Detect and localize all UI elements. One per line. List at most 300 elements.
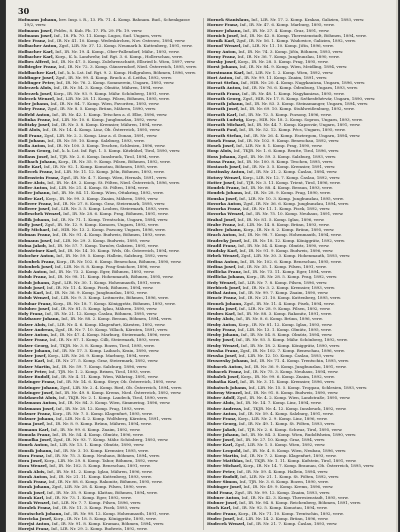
entry-name: Holler Johann, <box>18 190 51 196</box>
entry-details: Zgsf., IR. Nr. 12. 9. Komp. Komorn, Ungarn, 1892, verw. <box>44 221 159 227</box>
entry-details: Inf., IR. Nr. 73. 11. Komp. Eger, 1894, verw. <box>243 269 332 274</box>
entry-name: Hosp Alois, <box>207 148 233 154</box>
entry-details: Inf., IR. Nr. 27. 10. Komp. Graz, 1894, verw. <box>236 437 326 442</box>
entry-name: Homann Karl, <box>18 426 50 432</box>
entry-name: Hrdlicka Johann, <box>207 274 246 280</box>
entry-name: Hubner Josef, <box>207 500 238 505</box>
entry-details: Zgsf., HIR. Nr. 17. 8. Komp. Székesfehérvár, Ungarn, 1890, verw. <box>242 95 376 101</box>
entry-details: Inf., IR. Nr. 84. 3. Komp. Wien, Simmering, 1896, verw. <box>58 400 171 406</box>
entry-details: Inf., IR. Nr. 87. 1. Komp. Cilli, Steiermark, 1893, verw. <box>49 337 160 343</box>
entry-name: Hubinger Josef, <box>207 484 243 490</box>
entry-details: Inf., LIR. Nr. 11. 12. Komp. Jičín, Böhmen, 1893, verw. <box>54 169 165 175</box>
entry-name: Hollbach Johann, <box>18 158 57 164</box>
entry-details: Inf., IR. Nr. 11. 1. Komp. Pisek, 1892, verw. <box>242 206 331 211</box>
entry-details: Inf., IR. Nr. 36. 9. Komp. Jungbunzlau, 1892, verw. <box>45 290 148 295</box>
entry-details: Inf., HIR. Nr. 13. 2. Komp. Pozsony, Ungarn, 1896, verw. <box>51 227 166 232</box>
entry-details: Inf., LIR. Nr. 1. 2. Komp. Wien, 1892, verw. <box>246 69 334 75</box>
entry-name: Hollaus Georg, <box>18 148 52 154</box>
entry-name: Hora Franz, <box>18 452 45 458</box>
entry-name: Holey Franz, <box>18 106 47 112</box>
entry-details: Inf., IR. Nr. 91. 4. Komp. Budweis, Böhmen, 1893, verw. <box>52 232 166 238</box>
entry-details: Inf., IR. Nr. 88. 3. Komp. Rakonitz, 1891, verw. <box>237 311 332 316</box>
entry-details: Inf., LIR. Nr. 11. 10. Komp. Jičín, 1896, verw. <box>242 43 334 49</box>
entry-details: Inf., LIR. Nr. 9. 3. Komp. Leitmeritz, Böhmen, 1896, verw. <box>51 295 169 301</box>
entry-name: Hollerer Franz, <box>18 200 53 206</box>
entry-details: Inf., IR. Nr. 11. 4. Komp. Pisek, Böhmen, 1894, verw. <box>46 284 154 290</box>
entry-details: Inf., IR. Nr. 100. 8. Komp. Teschen, 1895, verw. <box>237 158 334 164</box>
entry-name: Holzer Alois, <box>18 321 47 327</box>
entry-details: Korp., IR. Nr. 18. 5. Komp. Königgrätz, 1895, verw. <box>53 515 157 521</box>
entry-name: Hubatka Karl, <box>207 379 239 385</box>
entry-details: Inf., IR. Nr. 4. 8. Komp. Wien, Neubau, 1896, verw. <box>243 447 347 453</box>
entry-name: Holubec Josef, <box>18 305 51 311</box>
entry-name: Hrbek Wenzel, <box>207 253 240 259</box>
entry-name: Hruby Alois, <box>207 316 235 322</box>
entry-details: Inf., LIR. Nr. 15. 5. Komp. Troppau, Schlesien, 1893, verw. <box>248 384 368 390</box>
entry-details: Inf., IR. Nr. 49. 9. Komp. Krems, 1896, verw. <box>243 484 334 490</box>
entry-details: Inf., IR. Nr. 75. 10. Komp. Neuhaus, 1891, verw. <box>246 211 344 217</box>
entry-details: Inf., IR. Nr. 3. 10. Komp. Kremsier, 1895, verw. <box>53 447 149 453</box>
entry-name: Huber Josef, <box>207 437 235 442</box>
entry-name: Holbiegler Franz, <box>18 64 58 70</box>
entry-details: Inf., TJR. Nr. 2. 6. Komp. Innsbruck, Tirol, 1894, verw. <box>50 153 160 159</box>
entry-name: Holbacher Karl, <box>18 53 54 59</box>
entry-name: Horvath Karl, <box>207 111 238 117</box>
entry-name: Horejsi Franz, <box>18 526 50 532</box>
entry-details: Inf., IR. Nr. 48. 1. Komp. Nagykanizsa, 1895, verw. <box>242 90 345 96</box>
entry-details: Zgsf., IR. Nr. 99. 12. Komp. Znaim, 1893, verw. <box>234 489 331 495</box>
entry-details: Inf., IR. Nr. 76. 6. Komp. Ödenburg, Ungarn, 1893, verw. <box>242 85 358 91</box>
entry-name: Horak Franz, <box>18 479 48 484</box>
entry-name: Huber Martin, <box>207 452 240 458</box>
entry-details: Zgsf., IR. Nr. 7. 10. Komp. Villach, Kärnten, 1891, verw. <box>55 326 169 332</box>
entry-name: Holzer Josef, <box>18 353 47 358</box>
entry-name: Huber Georg, <box>207 421 238 427</box>
entry-name: Horak Josef, <box>18 489 46 495</box>
entry-name: Huber Leopold, <box>207 447 242 453</box>
entry-details: Inf., IR. Nr. 8. 9. Komp. Brünn, Mähren, 1894, verw. <box>46 421 152 427</box>
entry-name: Holzer Anton, <box>18 332 50 337</box>
entry-name: Horvath Ludwig, <box>207 116 245 122</box>
entry-details: Korp., IR. Nr. 102. 6. Komp. Beneschau, Böhmen, 1890, verw. <box>56 258 182 264</box>
entry-name: Hotter Josef, <box>207 179 236 185</box>
entry-name: Hornik Karl, <box>207 38 236 43</box>
entry-name: Hollik Johann, <box>18 216 51 222</box>
entry-details: bev. Insp. i. R., 13. Fb. 71. 4. Komp. Bahnam. Bud., Schenkgasse 19/2, verw. <box>24 17 190 28</box>
entry-details: Inf., IR. Nr. 71. 1. Komp. Trentschin, Ungarn, 1894, verw. <box>51 216 169 222</box>
entry-details: Inf., IR. Nr. 36. 9. Komp. Jungbunzlau, 1891, verw. <box>244 363 347 369</box>
entry-name: Horsky Josef, <box>207 59 237 64</box>
entry-details: Inf., IR. Nr. 91. 8. Komp. Krumau, Böhmen, 1894, verw. <box>51 521 165 526</box>
entry-details: Inf., IR. Nr. 47. 4. Komp. Marburg, Steiermark, 1896, verw. <box>50 332 171 337</box>
entry-details: Korp., IR. Nr. 28. 5. Komp. Prag, 1895, verw. <box>238 59 329 64</box>
entry-details: Inf., IR. Nr. 84. 9. Komp. Wien, Meidling, 1894, verw. <box>239 64 348 70</box>
entry-details: Inf., IR. Nr. 44. 7. Komp. Kaposvár, Ungarn, 1891, verw. <box>247 122 361 127</box>
entry-name: Huber Peter, <box>207 468 236 474</box>
entry-details: Korp., IR. Nr. 28. 5. Komp. Prag, 1892, verw. <box>246 274 338 280</box>
entry-name: Holler Anton, <box>18 185 49 190</box>
entry-name: Hudec Franz, <box>207 510 237 516</box>
entry-details: Korp., K. k. Landwehr, Inf. Rgt. 3. 6. Komp., Hollerschau, verw. <box>55 53 183 59</box>
entry-details: Zgsf., LIR. Nr. 28. 4. Komp. Pilsen, 1890, verw. <box>51 484 147 490</box>
entry-details: Inf., IR. Nr. 102. 9. Komp. Beneschau, 1892, verw. <box>237 137 340 143</box>
entry-details: Inf., LIR. Nr. 10. 3. Komp. Jungbunzlau, 1895, verw. <box>239 195 344 201</box>
entry-details: Inf., LIR. Nr. 28. 11. Komp. Pilsen, Böhmen, 1895, verw. <box>56 95 170 101</box>
entry-details: Inf., k. k. Lst. Inf. Rgt. 1. 5. Komp. Kitzbühel, Tirol, 1890, verw. <box>52 148 181 154</box>
entry-details: Inf., IR. Nr. 49. 8. Komp. Krems, Nied. Österreich, 1892, verw. <box>55 389 182 395</box>
entry-name: Horst Johann, <box>207 64 239 70</box>
entry-name: Hrubes Karl, <box>207 311 236 316</box>
entry-name: Hronek Johann, <box>207 300 243 306</box>
entry-details: Zgsf., IR. Nr. 8. 5. Komp. Brünn, Mähren, 1890, verw. <box>47 106 157 112</box>
entry-name: Horvath Josef, <box>207 106 240 112</box>
entry-name: Holzner Johann, <box>18 416 55 421</box>
entry-details: Inf., IR. Nr. 74. 3. Komp. Jičín, Böhmen, 1893, verw. <box>238 48 344 54</box>
entry-details: Inf., IR. Nr. 42. 1. Komp. Tetschen a. d. Elbe, 1896, verw. <box>52 111 168 117</box>
entry-details: Inf., IR. Nr. 84. 11. Komp. Wien, Ottakring, 1892, verw. <box>52 190 164 196</box>
entry-name: Horcicka Josef, <box>18 515 53 521</box>
entry-name: Hribal Anton, <box>207 290 238 295</box>
entry-name: Hruska Franz, <box>207 347 239 353</box>
entry-name: Holoubek Josef, <box>18 263 54 269</box>
entry-name: Hovorka Franz, <box>207 206 242 211</box>
page-number: 30 <box>18 6 30 16</box>
entry-details: Inf., LIR. Nr. 8. 8. Komp. Prag-Smichow, 1896, verw. <box>54 263 161 269</box>
entry-details: Inf., 18. Fh. 70. 11. Komp. Lugos, Sud. Ungarn, verw. <box>53 32 163 38</box>
entry-name: Holzer Georg, <box>18 342 50 348</box>
entry-name: Huber Simon, <box>207 479 239 484</box>
entry-details: Inf., IR. Nr. 41. 10. Komp. Wedeskirchen, Nov. Ostrowo, 1894, verw. <box>47 38 186 43</box>
entry-name: Huber Jakob, <box>207 426 237 432</box>
entry-name: Hollerer Josef, <box>18 206 51 211</box>
entry-name: Holna Jakob, <box>18 242 48 248</box>
entry-name: Holzer Rudolf, <box>18 374 51 379</box>
left-column <box>18 17 200 532</box>
entry-details: Zgsf., LIR. Nr. 2. 4. Komp. Ried, Ob. Österreich, 1894, verw. <box>60 384 182 390</box>
entry-name: Holl Franz, <box>18 132 43 138</box>
entry-name: Holl Alois, <box>18 127 42 133</box>
entry-details: Inf., LIR. Nr. 13. 1. Komp. Olmütz, 1895, verw. <box>237 326 332 332</box>
entry-details: Inf., IR. Nr. 94. 8. Komp. Reichenberg, Böhmen, 1891, verw. <box>239 500 361 505</box>
entry-details: Inf., TKJR. Nr. 1. 11. Komp. Kufstein, Tirol, 1891, verw. <box>245 458 357 463</box>
entry-details: Inf., IR. Nr. 88. 4. Komp. Beraun, 1893, verw. <box>241 185 333 190</box>
entry-details: Inf., IR. Nr. 3. 8. Komp. Kremsier, Mähren, 1894, verw. <box>51 122 163 127</box>
entry-name: Holecek Wenzel, <box>18 95 56 101</box>
entry-name: Horvath Anton, <box>207 85 242 91</box>
entry-details: Inf., TKJR. Nr. 1. 6. Komp. Reutte, Tirol, 1896, verw. <box>233 148 340 154</box>
entry-name: Hubeny Wenzel, <box>207 389 244 395</box>
entry-name: Huber Karl, <box>207 442 234 448</box>
entry-name: Holocher Anton, <box>18 253 55 259</box>
entry-name: Horvath Paul, <box>207 127 239 133</box>
entry-details: Inf., IR. Nr. 8. 6. Komp. Brünn, 1896, verw. <box>236 316 323 322</box>
entry-name: Holubar Franz, <box>18 300 52 306</box>
entry-name: Holler Karl, <box>18 195 45 201</box>
entry-name: Holzinger Johann, <box>18 384 59 390</box>
entry-details: Korp., HIR. Nr. 18. 2. Komp. Sopron, Ungarn, 1893, verw. <box>245 116 363 122</box>
entry-details: Inf., IR. Nr. 88. 6. Komp. Rakonitz, Böhmen, 1895, verw. <box>48 479 163 484</box>
entry-name: Holitzky Josef, <box>18 122 51 127</box>
entry-name: Horak Alois, <box>18 468 46 474</box>
entry-details: Inf., IR. Nr. 59. 4. Komp. Salzburg, 1891, verw. <box>238 410 334 416</box>
entry-name: Holoubek Franz, <box>18 258 56 264</box>
entry-details: Inf., IR. Nr. 21. 11. Komp. Kuttenberg, 1893, verw. <box>49 473 152 479</box>
entry-details: Zgsf., IR. Nr. 99. 4. Komp. Bruck a. d. Leitha, 1892, verw. <box>55 74 172 80</box>
entry-name: Hrebicek Josef, <box>207 284 242 290</box>
entry-name: Hradil Franz, <box>207 242 237 248</box>
entry-details: Inf., IR. Nr. 59. 10. Komp. Salzburg, 1893, verw. <box>47 137 145 143</box>
entry-name: Hrdlicka Franz, <box>207 269 243 274</box>
entry-name: Holman Franz, <box>18 232 52 238</box>
entry-details: Inf., IR. Nr. 21. 2. Komp. Časlau, 1894, verw. <box>246 169 338 175</box>
entry-name: Hubatsch Johann, <box>207 384 248 390</box>
entry-details: Inf., TKJR. Nr. 4. 12. Komp. Innsbruck, 1892, verw. <box>243 405 347 411</box>
entry-name: Huch Karl, <box>207 505 232 511</box>
entry-name: Hofmann Josef, <box>18 32 53 38</box>
entry-details: Inf., IR. Nr. 42. 8. Komp. Theresienstadt, Böhmen, 1894, verw. <box>240 32 367 38</box>
entry-details: Inf., IR. Nr. 14. 6. Komp. Steyr, Ob. Österreich, 1895, verw. <box>56 379 177 385</box>
entry-details: Inf., IR. Nr. 84. 7. Komp. Wien, Favoriten, 1893, verw. <box>50 101 160 106</box>
entry-name: Holla Anton, <box>18 143 47 148</box>
entry-name: Horvath Michael, <box>207 122 247 127</box>
entry-name: Holzner Franz, <box>18 410 52 416</box>
entry-name: Horak Karl, <box>18 494 45 500</box>
entry-details: Inf., IR. Nr. 83. 3. Komp. Steinamanger, Ungarn, 1894, verw. <box>245 101 369 106</box>
entry-details: Inf., IR. Nr. 3. 11. Komp. Kremsier, 1896, verw. <box>240 379 336 385</box>
entry-details: Inf., IR. Nr. 27. 4. Komp. Graz, 1891, verw. <box>243 27 330 33</box>
entry-name: Horvat Stefan, <box>207 80 240 85</box>
entry-name: Horalek Franz, <box>18 505 52 511</box>
entry-name: Horner Johann, <box>207 27 242 33</box>
entry-details: Inf., LIR. Nr. 29. 3. Komp. Budweis, 1895, verw. <box>53 237 151 243</box>
entry-name: Holfeld Anton, <box>18 111 51 117</box>
entry-name: Holzer Peter, <box>18 368 48 374</box>
entry-name: Hubner Anton, <box>207 494 241 500</box>
register-page <box>6 0 398 532</box>
entry-name: Horejsi Anton, <box>18 521 51 526</box>
entry-details: Inf., IR. Nr. 72. 3. Komp. Gänserndorf, Nied. Österreich, 1895, verw. <box>58 64 197 70</box>
entry-details: Korp., LIR. Nr. 29. 8. Komp. Tabor, Böhmen, 1892, verw. <box>44 458 159 463</box>
entry-details: Inf., IR. Nr. 75. 3. Komp. Neuhaus, Böhmen, 1894, verw. <box>45 452 160 458</box>
entry-name: Huber Adolf, <box>207 395 236 400</box>
entry-name: Hrdina Anton, <box>207 258 240 264</box>
entry-name: Holinka Franz, <box>18 116 52 122</box>
entry-name: Hrouda Josef, <box>207 305 238 311</box>
entry-details: Inf., IR. Nr. 26. 4. Komp. Esztergom, Ungarn, 1894, verw. <box>243 132 361 138</box>
entry-name: Hora Josef, <box>18 458 43 463</box>
entry-name: Holeczek Alois, <box>18 85 53 91</box>
entry-details: Inf., IR. Nr. 21. 12. Komp. Časlau, Böhmen, 1895, verw. <box>45 311 158 316</box>
entry-name: Holzmann Anton, <box>18 400 58 406</box>
entry-details: Inf., IR. Nr. 59. 7. Komp. Salzburg, 1896, verw. <box>52 363 148 369</box>
entry-name: Hrabe Franz, <box>207 221 237 227</box>
entry-name: Hubacek Franz, <box>207 368 243 374</box>
entry-name: Huber Matthias, <box>207 458 245 463</box>
entry-details: Inf., LIR. Nr. 14. 2. Komp. Brünn, 1896, verw. <box>236 515 329 521</box>
entry-name: Hora Wenzel, <box>18 463 48 469</box>
entry-details: Zgsf., IR. Nr. 36. 6. Komp. Jungbunzlau, 1894, verw. <box>243 200 349 206</box>
entry-details: Inf., IR. Nr. 71. 4. Komp. Trentschin, 1895, verw. <box>250 358 350 364</box>
register-entry <box>18 526 200 531</box>
scan-edge <box>396 0 398 532</box>
entry-name: Hosek Franz, <box>207 137 237 143</box>
entry-name: Hovorka Anton, <box>207 200 243 206</box>
entry-details: Inf., TKJR. Nr. 3. 8. Komp. Bozen, Tirol, 1895, verw. <box>50 342 155 348</box>
entry-details: Korp., IR. Nr. 99. 6. Komp. Znaim, 1892, verw. <box>241 374 335 379</box>
entry-details: Inf., IR. Nr. 27. 5. Komp. Graz, Steiermark, 1892, verw. <box>46 358 159 364</box>
entry-name: Holbes Alfred, <box>18 59 51 64</box>
entry-details: Korp., LIR. Nr. 26. 9. Komp. Marburg, 1894, verw. <box>47 353 150 358</box>
entry-details: Inf., IR. Nr. 14. 4. Komp. Linz, Ob. Österreich, 1895, verw. <box>42 127 161 133</box>
entry-details: Korp., IR. Nr. 18. 7. Komp. Königgrätz, Böhmen, 1893, verw. <box>53 300 176 306</box>
entry-name: Huber Alois, <box>207 400 236 406</box>
entry-details: Inf., IR. Nr. 98. 11. Komp. Hohenmauth, Böhmen, 1895, verw. <box>48 274 174 280</box>
entry-name: Holbacher Anton, <box>18 43 58 49</box>
entry-name: Hrach Anton, <box>207 232 238 238</box>
entry-details: Inf., IR. Nr. 102. 6. Komp. Beneschau, 1895, verw. <box>240 258 342 264</box>
entry-name: Hruby Anton, <box>207 321 238 327</box>
entry-name: Hradecky Josef, <box>207 237 243 243</box>
entry-name: Hollaus Josef, <box>18 153 50 159</box>
entry-name: Horvath Georg, <box>207 95 242 101</box>
entry-name: Horak Wenzel, <box>18 500 51 505</box>
entry-details: Inf., LIR. Nr. 28. 9. Komp. Pilsen, 1892, verw. <box>238 305 331 311</box>
entry-details: Inf., IR. Nr. 42. 3. Komp. Theresienstadt, 1895, verw. <box>241 494 349 500</box>
entry-details: Korp., IR. Nr. 7. 5. Komp. Klagenfurt, 1895, verw. <box>52 410 153 416</box>
entry-details: Inf., IR. Nr. 81. 2. Komp. Iglau, Mähren, 1896, verw. <box>47 468 153 474</box>
entry-name: Huber Anton, <box>207 410 238 416</box>
entry-details: Inf., IR. Nr. 28. 9. Komp. Prag, 1890, verw. <box>244 190 331 196</box>
entry-details: Inf., LIR. Nr. 4. 2. Komp. Wolfsberg, Kärnten, 1891, verw. <box>55 416 173 421</box>
entry-name: Holzer Martin, <box>18 363 52 369</box>
entry-details: Inf., IR. Nr. 88. 2. Komp. Beraun, Böhmen, 1894, verw. <box>61 316 172 322</box>
entry-name: Hrncir Franz, <box>207 295 238 301</box>
entry-name: Hornich Josef, <box>207 32 240 38</box>
entry-name: Holzer Karl, <box>18 358 46 364</box>
entry-name: Hoss Johann, <box>207 153 237 159</box>
entry-name: Hubalek Josef, <box>207 374 240 379</box>
entry-name: Honek Anton, <box>18 442 50 448</box>
entry-details: Korp., IR. Nr. 93. 9. Komp. Mähr. Schönberg, 1891, verw. <box>53 90 170 96</box>
entry-details: Inf., IR. Nr. 54. 4. Komp. Olmütz, 1896, verw. <box>52 431 144 437</box>
entry-name: Holub Anton, <box>18 269 48 274</box>
entry-details: Inf., IR. Nr. 81. 5. Komp. Iglau, Mähren, 1890, verw. <box>51 305 158 311</box>
entry-name: Holzer Franz, <box>18 337 49 343</box>
entry-details: Inf., LIR. Nr. 21. 1. Komp. St. Pölten, 1892, verw. <box>240 473 340 479</box>
entry-details: Inf., IR. Nr. 11. 3. Komp. Pisek, 1893, verw. <box>52 505 141 511</box>
entry-details: Inf., TJR. Nr. 2. 6. Komp. Schwaz, Tirol, 1895, verw. <box>238 426 343 432</box>
entry-details: Inf., IR. Nr. 59. 4. Komp. Hallein, 1894, verw. <box>236 468 329 474</box>
entry-details: Inf., IR. Nr. 69. 10. Komp. Stuhlweißenburg, 1892, verw. <box>240 106 355 112</box>
entry-details: Inf., IR. Nr. 91. 9. Komp. Budweis, 1896, verw. <box>239 248 334 253</box>
entry-details: Inf., IR. Nr. 28. 6. Komp. Prag, Böhmen, 1891, verw. <box>63 211 169 217</box>
entry-name: Holzinger Josef, <box>18 389 54 395</box>
entry-details: Zgsf., IR. Nr. 59. 3. Komp. Salzburg, 1893, verw. <box>237 153 337 159</box>
entry-name: Hruby Josef, <box>207 337 235 343</box>
entry-name: Holy Franz, <box>18 311 44 316</box>
entry-details: Inf., IR. Nr. 35. 1. Komp. Pilsen, 1891, verw. <box>237 263 327 269</box>
entry-name: Homa Josef, <box>18 421 46 427</box>
entry-details: Inf., IR. Nr. 21. 10. Komp. Kuttenberg, 1895, verw. <box>238 295 341 301</box>
entry-details: Inf., IR. Nr. 72. 5. Komp. Pozsony, 1896, verw. <box>239 111 332 117</box>
entry-name: Huber Johann, <box>207 431 240 437</box>
entry-details: Inf., IR. Nr. 14. 7. Komp. Linz, 1894, verw. <box>236 400 322 406</box>
entry-details: Korp., IR. Nr. 71. 10. Komp. Trentschin, 1892, verw. <box>238 510 344 516</box>
entry-details: Inf., LIR. Nr. 4. 6. Komp. Klagenfurt, Kärnten, 1892, verw. <box>48 321 166 327</box>
entry-details: Zgsf., IR. Nr. 11. 4. Komp. Pisek, 1894, verw. <box>243 300 335 306</box>
entry-name: Hudec Josef, <box>207 515 236 521</box>
entry-name: Holzer Andreas, <box>18 326 55 332</box>
entry-name: Hofmann Josef, <box>18 27 53 33</box>
entry-name: Huber Franz, <box>207 416 237 421</box>
entry-name: Holub Franz, <box>18 274 48 280</box>
entry-name: Holler Alois, <box>18 179 46 185</box>
entry-details: Inf., IR. Nr. 92. 1. Komp. Komotau, Böhmen, 1895, verw. <box>43 164 158 169</box>
entry-name: Horak Anton, <box>18 473 49 479</box>
entry-name: Holleschek Wenzel, <box>18 211 62 217</box>
entry-name: Holeczek Josef, <box>18 90 53 96</box>
entry-name: Hort Anton, <box>207 74 234 80</box>
entry-details: Inf., TKJR. Nr. 2. 1. Komp. Landeck, Tirol, 1890, verw. <box>58 395 168 400</box>
entry-name: Hossa Franz, <box>207 158 237 164</box>
entry-details: Zgsf., LIR. Nr. 2. 2. Komp. Linz a. d. Donau, 1891, verw. <box>44 132 158 138</box>
entry-details: Inf., IR. Nr. 93. 5. Komp. Mähr. Schönberg, 1892, verw. <box>236 337 348 343</box>
entry-details: Inf., IR. Nr. 81. 5. Komp. Iglau, 1896, verw. <box>237 216 325 222</box>
entry-name: Hofmann Johann, <box>18 17 58 22</box>
entry-details: Inf., IR. Nr. 35. 9. Komp. Klattau, Böhmen, 1894, verw. <box>47 489 158 495</box>
entry-name: Houdek Franz, <box>207 185 241 190</box>
entry-details: Inf., k. k. Lst. Inf. Rgt. 9. 2. Komp. Hollgraben, Böhmen, 1896, verw. <box>58 69 197 75</box>
entry-details: Korp., IR. Nr. 81. 12. Komp. Iglau, 1893, verw. <box>238 321 333 327</box>
entry-details: Inf., IR. Nr. 102. 5. Komp. Beneschau, 1891, verw. <box>49 463 151 469</box>
entry-details: Inf., IR. Nr. 19. 4. Komp., Ober-Pallendorf, Mähr., 1893, verw. <box>55 48 180 54</box>
entry-name: Hollenstein Franz, <box>18 174 60 180</box>
entry-name: Holzknecht Alois, <box>18 395 58 400</box>
entry-name: Horvath Johann, <box>207 101 245 106</box>
entry-details: Inf., IR. Nr. 99. 7. Komp. Znaim, 1890, verw. <box>238 290 329 295</box>
entry-name: Huber Rudolf, <box>207 473 239 479</box>
entry-name: Horner Franz, <box>207 22 239 28</box>
entry-details: Inf., IR. Nr. 18. 12. Komp. Königgrätz, 1892, verw. <box>243 237 346 243</box>
entry-name: Holle Karl, <box>18 164 43 169</box>
entry-details: Inf., IR. Nr. 75. 3. Komp. Neuhaus, 1894, verw. <box>243 368 339 374</box>
entry-details: Korp., IR. Nr. 8. 2. Komp. Brünn, 1895, verw. <box>243 227 335 232</box>
entry-details: Inf., IR. Nr. 98. 7. Komp. Hohenmauth, 1894, verw. <box>238 232 342 238</box>
entry-name: Holec Franz, <box>18 38 47 43</box>
entry-name: Horatschek Johann, <box>18 510 63 516</box>
entry-details: Inf., IR. Nr. 18. 2. Komp. Königgrätz, 1890, verw. <box>241 342 341 348</box>
entry-details: Inf., IR. Nr. 54. 4. Komp. Olmütz, 1890, verw. <box>238 242 330 248</box>
entry-details: Inf., IR. Nr. 47. 5. Komp. Zulehrenschnitt, Ellsried b. Wien, 1897, verw. <box>51 59 196 64</box>
register-entry <box>207 521 389 526</box>
entry-name: Hollecek Franz, <box>18 169 54 175</box>
entry-details: Inf., LIR. Nr. 12. 10. Komp. Časlau, 1893, verw. <box>238 353 335 358</box>
entry-name: Homola Franz, <box>18 431 52 437</box>
entry-details: Korp., LIR. Nr. 12. 7. Komp. Časlau, 1892, verw. <box>242 174 341 180</box>
entry-name: Hrdy Wenzel, <box>207 279 237 285</box>
entry-details: Inf., IR. Nr. 99. 6. Komp. Znaim, 1892, verw. <box>50 426 141 432</box>
entry-name: Holdinger Peter, <box>18 80 56 85</box>
entry-details: Inf., TJR. Nr. 3. 11. Komp. Trient, Tirol, 1896, verw. <box>236 179 341 185</box>
entry-details: Korp., LIR. Nr. 2. 9. Komp. Linz, 1896, verw. <box>237 416 328 421</box>
entry-details: Inf., IR. Nr. 57. 7. Komp. Tarnów, Galizien, 1891, verw. <box>48 242 159 248</box>
entry-details: Inf., IR. Nr. 47. 6. Komp. Marburg, 1895, verw. <box>239 22 335 28</box>
entry-name: Houska Josef, <box>207 195 238 201</box>
entry-details: Zgsf., IR. Nr. 4. 2. Komp. Wien, Landstraße, 1895, verw. <box>236 395 351 400</box>
entry-details: Korp., IR. Nr. 99. 3. Komp. Znaim, Mähren, 1890, verw. <box>45 195 159 201</box>
entry-details: Inf., IR. Nr. 54. 8. Komp. Olmütz, 1894, verw. <box>240 332 333 337</box>
entry-details: Inf., LIR. Nr. 17. 2. Komp. Krakau, Galizien, 1893, verw. <box>251 17 365 22</box>
